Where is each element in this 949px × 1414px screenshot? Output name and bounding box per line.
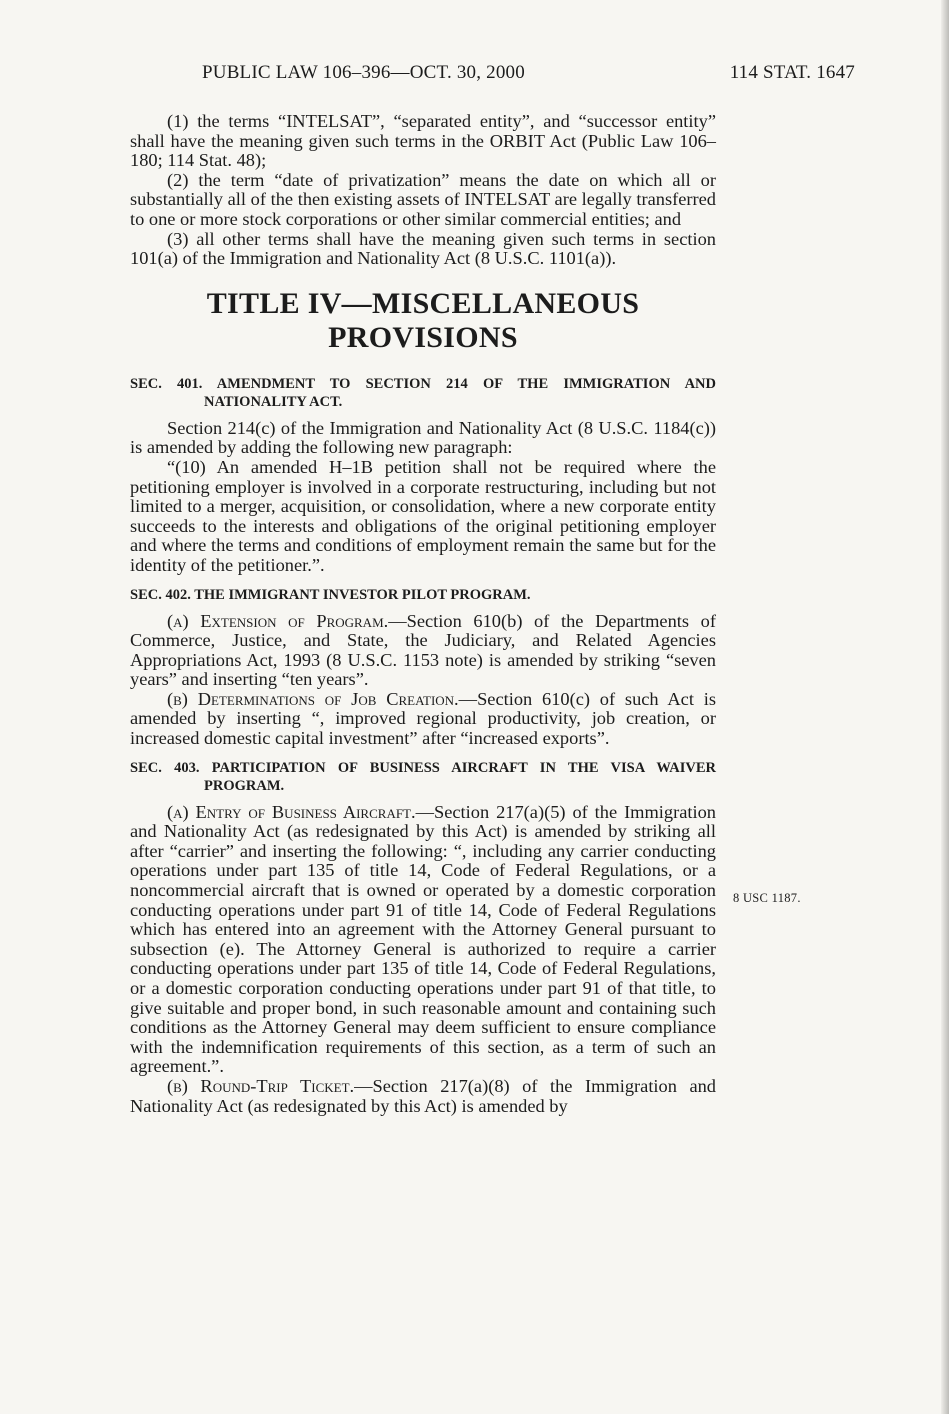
sec-401-heading: SEC. 401. AMENDMENT TO SECTION 214 OF THE IMMIGRATION AND NATIONALITY ACT. <box>130 375 716 410</box>
sec-403-a-label: (a) Entry of Business Aircraft. <box>167 801 416 822</box>
sec-403-a <box>130 803 716 1077</box>
definition-3: (3) all other terms shall have the meaning given such terms in section 101(a) of the Immigration and Nationality Act (8 U.S.C. 1101(a)). <box>130 228 716 269</box>
body-text <box>130 112 716 1116</box>
sec-403-b <box>130 1077 716 1116</box>
sec-403-a-text: —Section 217(a)(5) of the Immigration and Nationality Act (as redesignated by this Act) is amended by striking all after “carrier” and inserting the following: “, including any carrier conducting operations under part 135 of title 14, Code of Federal Regulations, or a noncommercial aircraft that is owned or operated by a domestic corporation conducting operations under part 91 of title 14, Code of Federal Regulations which has entered into an agreement with the Attorney General pursuant to subsection (e). The Attorney General is authorized to require a carrier conducting operations under part 135 of title 14, Code of Federal Regulations, or a domestic corporation conducting operations under part 91 of that title, to give suitable and proper bond, in such reasonable amount and containing such conditions as the Attorney General may deem sufficient to ensure compliance with the indemnification requirements of this section, as a term of such an agreement.”. <box>130 801 716 1077</box>
definition-1: (1) the terms “INTELSAT”, “separated entity”, and “successor entity” shall have the meaning given such terms in the ORBIT Act (Public Law 106–180; 114 Stat. 48); <box>130 111 716 171</box>
sec-402-a-label: (a) Extension of Program. <box>167 610 389 631</box>
sec-403-heading: SEC. 403. PARTICIPATION OF BUSINESS AIRCRAFT IN THE VISA WAIVER PROGRAM. <box>130 759 716 794</box>
page-edge-shadow <box>941 0 949 1414</box>
sec-402-b-text: —Section 610(c) of such Act is amended by inserting “, improved regional productivity, job creation, or increased domestic capital investment” after “increased exports”. <box>130 688 717 749</box>
header-stat-page: 114 STAT. 1647 <box>729 62 855 83</box>
header-public-law: PUBLIC LAW 106–396—OCT. 30, 2000 <box>202 62 525 83</box>
sec-402-b-label: (b) Determinations of Job Creation. <box>167 688 459 709</box>
sec-401-text: Section 214(c) of the Immigration and Nationality Act (8 U.S.C. 1184(c)) is amended by adding the following new paragraph: <box>130 417 716 458</box>
sec-403-b-label: (b) Round-Trip Ticket. <box>167 1075 355 1096</box>
margin-citation-note: 8 USC 1187. <box>733 891 801 905</box>
running-header <box>130 62 855 88</box>
title-line-2: PROVISIONS <box>328 320 518 354</box>
sec-401-quote: “(10) An amended H–1B petition shall not be required where the petitioning employer is involved in a corporate restructuring, including but not limited to a merger, acquisition, or consolidation, where a new corporate entity succeeds to the interests and obligations of the original petitioning employer and where the terms and conditions of employment remain the same but for the identity of the petitioner.”. <box>130 456 716 575</box>
sec-402-b <box>130 690 716 749</box>
title-line-1: TITLE IV—MISCELLANEOUS <box>206 286 640 320</box>
sec-403-b-text: —Section 217(a)(8) of the Immigration and Nationality Act (as redesignated by this Act) is amended by <box>130 1075 716 1116</box>
sec-402-heading: SEC. 402. THE IMMIGRANT INVESTOR PILOT PROGRAM. <box>130 586 531 603</box>
sec-402-a <box>130 612 716 690</box>
sec-402-a-text: —Section 610(b) of the Departments of Commerce, Justice, and State, the Judiciary, and Related Agencies Appropriations Act, 1993 (8 U.S.C. 1153 note) is amended by striking “seven years” and inserting “ten years”. <box>130 610 716 690</box>
title-heading <box>130 287 716 355</box>
definition-2: (2) the term “date of privatization” means the date on which all or substantially all of the then existing assets of INTELSAT are legally transferred to one or more stock corporations or other similar commercial entities; and <box>130 169 716 229</box>
